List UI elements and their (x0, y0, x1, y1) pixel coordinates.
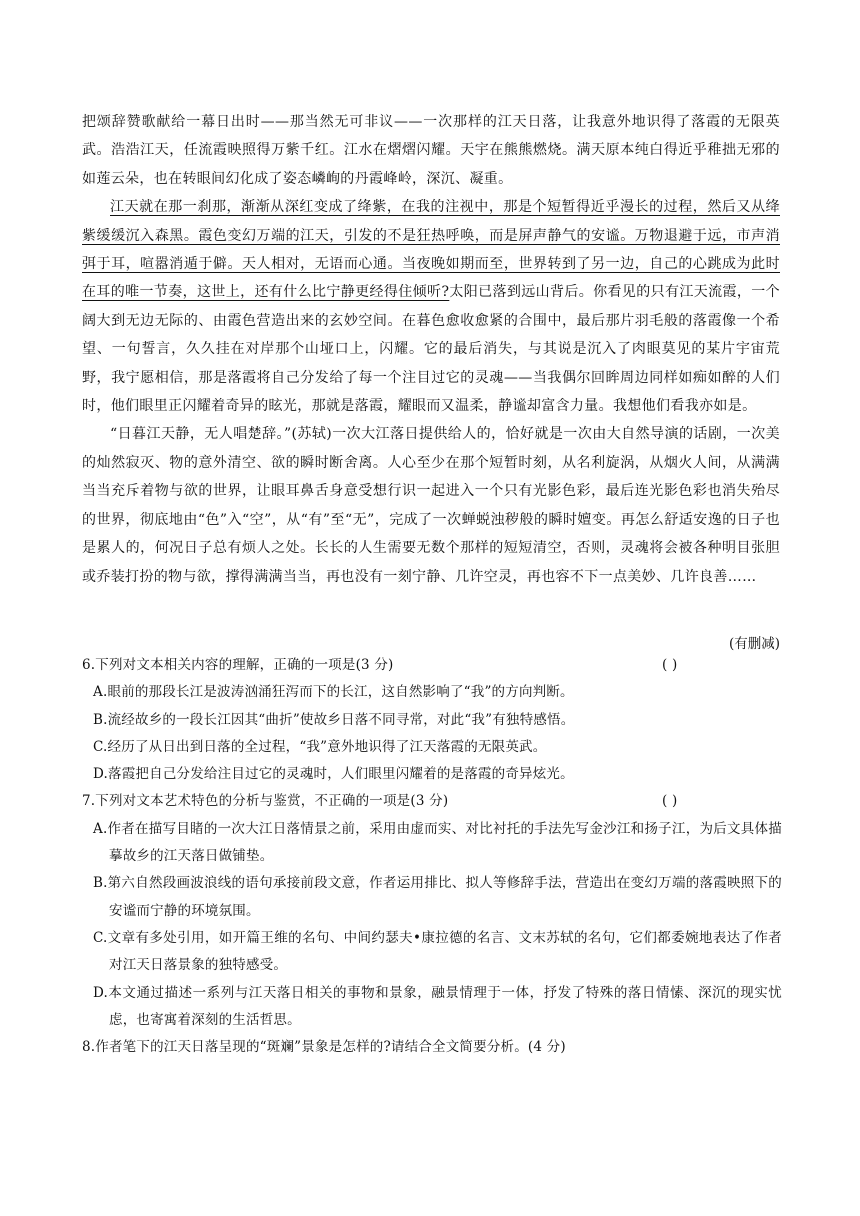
option-7c: C.文章有多处引用，如开篇王维的名句、中间约瑟夫•康拉德的名言、文末苏轼的名句，它们都委婉地表达了作者对江天日落景象的独特感受。 (93, 929, 782, 974)
question-7 (82, 788, 782, 1034)
question-6-text: 6.下列对文本相关内容的理解，正确的一项是(3 分) (82, 657, 394, 673)
question-7-stem (82, 788, 782, 815)
option-7a: A.作者在描写目睹的一次大江日落情景之前，采用由虚而实、对比衬托的手法先写金沙江和扬子江，为后文具体描摹故乡的江天落日做铺垫。 (93, 820, 782, 865)
question-8 (82, 1034, 782, 1061)
reading-passage (82, 108, 780, 591)
option-6d: D.落霞把自己分发给注目过它的灵魂时，人们眼里闪耀着的是落霞的奇异炫光。 (93, 766, 574, 783)
option-6b: B.流经故乡的一段长江因其“曲折”使故乡日落不同寻常，对此“我”有独特感悟。 (93, 711, 575, 728)
source-note: (有删减) (728, 636, 780, 652)
questions-section (82, 652, 782, 1061)
wavy-underlined-sentences: 江天就在那一刹那，渐渐从深红变成了绛紫，在我的注视中，那是个短暂得近乎漫长的过程，然后又从绛紫缓缓沉入森黑。霞色变幻万端的江天，引发的不是狂热呼唤，而是屏声静气的安谧。万物退避于远，市声消弭于耳，喧嚣消遁于僻。天人相对，无语而心通。当夜晚如期而至，世界转到了另一边，自己的心跳成为此时在耳的唯一节奏，这世上，还有什么比宁静更经得住倾听? (82, 199, 780, 301)
passage-paragraph-intro: 把颂辞赞歌献给一幕日出时——那当然无可非议——一次那样的江天日落，让我意外地识得了落霞的无限英武。浩浩江天，任流霞映照得万紫千红。江水在熠熠闪耀。天宇在熊熊燃烧。满天原本纯白得近乎稚拙无邪的如莲云朵，也在转眼间幻化成了姿态嶙峋的丹霞峰岭，深沉、凝重。 (82, 114, 780, 187)
option-6a: A.眼前的那段长江是波涛汹涌狂泻而下的长江，这自然影响了“我”的方向判断。 (93, 684, 574, 701)
question-7-text: 7.下列对文本艺术特色的分析与鉴赏，不正确的一项是(3 分) (82, 793, 449, 810)
option-7d: D.本文通过描述一系列与江天落日相关的事物和景象，融景情理于一体，抒发了特殊的落日情愫、深沉的现实忧虑，也寄寓着深刻的生活哲思。 (93, 984, 782, 1028)
question-8-stem: 8.作者笔下的江天日落呈现的“斑斓”景象是怎样的?请结合全文简要分析。(4 分) (82, 1039, 566, 1056)
passage-paragraph-7: “日暮江天静，无人唱楚辞。”(苏轼)一次大江落日提供给人的，恰好就是一次由大自然导演的话剧，一次美的灿然寂灭、物的意外清空、欲的瞬时断舍离。人心至少在那个短暂时刻，从名利旋涡，从烟火人间，从满满当当充斥着物与欲的世界，让眼耳鼻舌身意受想行识一起进入一个只有光影色彩，最后连光影色彩也消失殆尽的世界，彻底地由“色”入“空”，从“有”至“无”，完成了一次蝉蜕浊秽般的瞬时嬗变。再怎么舒适安逸的日子也是累人的，何况日子总有烦人之处。长长的人生需要无数个那样的短短清空，否则，灵魂将会被各种明目张胆或乔装打扮的物与欲，撑得满满当当，再也没有一刻宁静、几许空灵，再也容不下一点美妙、几许良善…… (82, 426, 780, 585)
option-6c: C.经历了从日出到日落的全过程，“我”意外地识得了江天落霞的无限英武。 (93, 738, 547, 755)
passage-paragraph-6 (82, 193, 780, 420)
answer-blank: ( ) (662, 793, 678, 810)
answer-blank: ( ) (662, 657, 678, 673)
option-7b: B.第六自然段画波浪线的语句承接前段文意，作者运用排比、拟人等修辞手法，营造出在变幻万端的落霞映照下的安谧而宁静的环境氛围。 (93, 875, 782, 919)
question-6 (82, 652, 782, 788)
passage-paragraph-6-rest: 太阳已落到远山背后。你看见的只有江天流霞，一个阔大到无边无际的、由霞色营造出来的玄妙空间。在暮色愈收愈紧的合围中，最后那片羽毛般的落霞像一个希望、一句誓言，久久挂在对岸那个山垭口上，闪耀。它的最后消失，与其说是沉入了肉眼莫见的某片宇宙荒野，我宁愿相信，那是落霞将自己分发给了每一个注目过它的灵魂——当我偶尔回眸周边同样如痴如醉的人们时，他们眼里正闪耀着奇异的眩光，那就是落霞，耀眼而又温柔，静谧却富含力量。我想他们看我亦如是。 (82, 284, 780, 415)
question-6-stem (82, 652, 782, 679)
